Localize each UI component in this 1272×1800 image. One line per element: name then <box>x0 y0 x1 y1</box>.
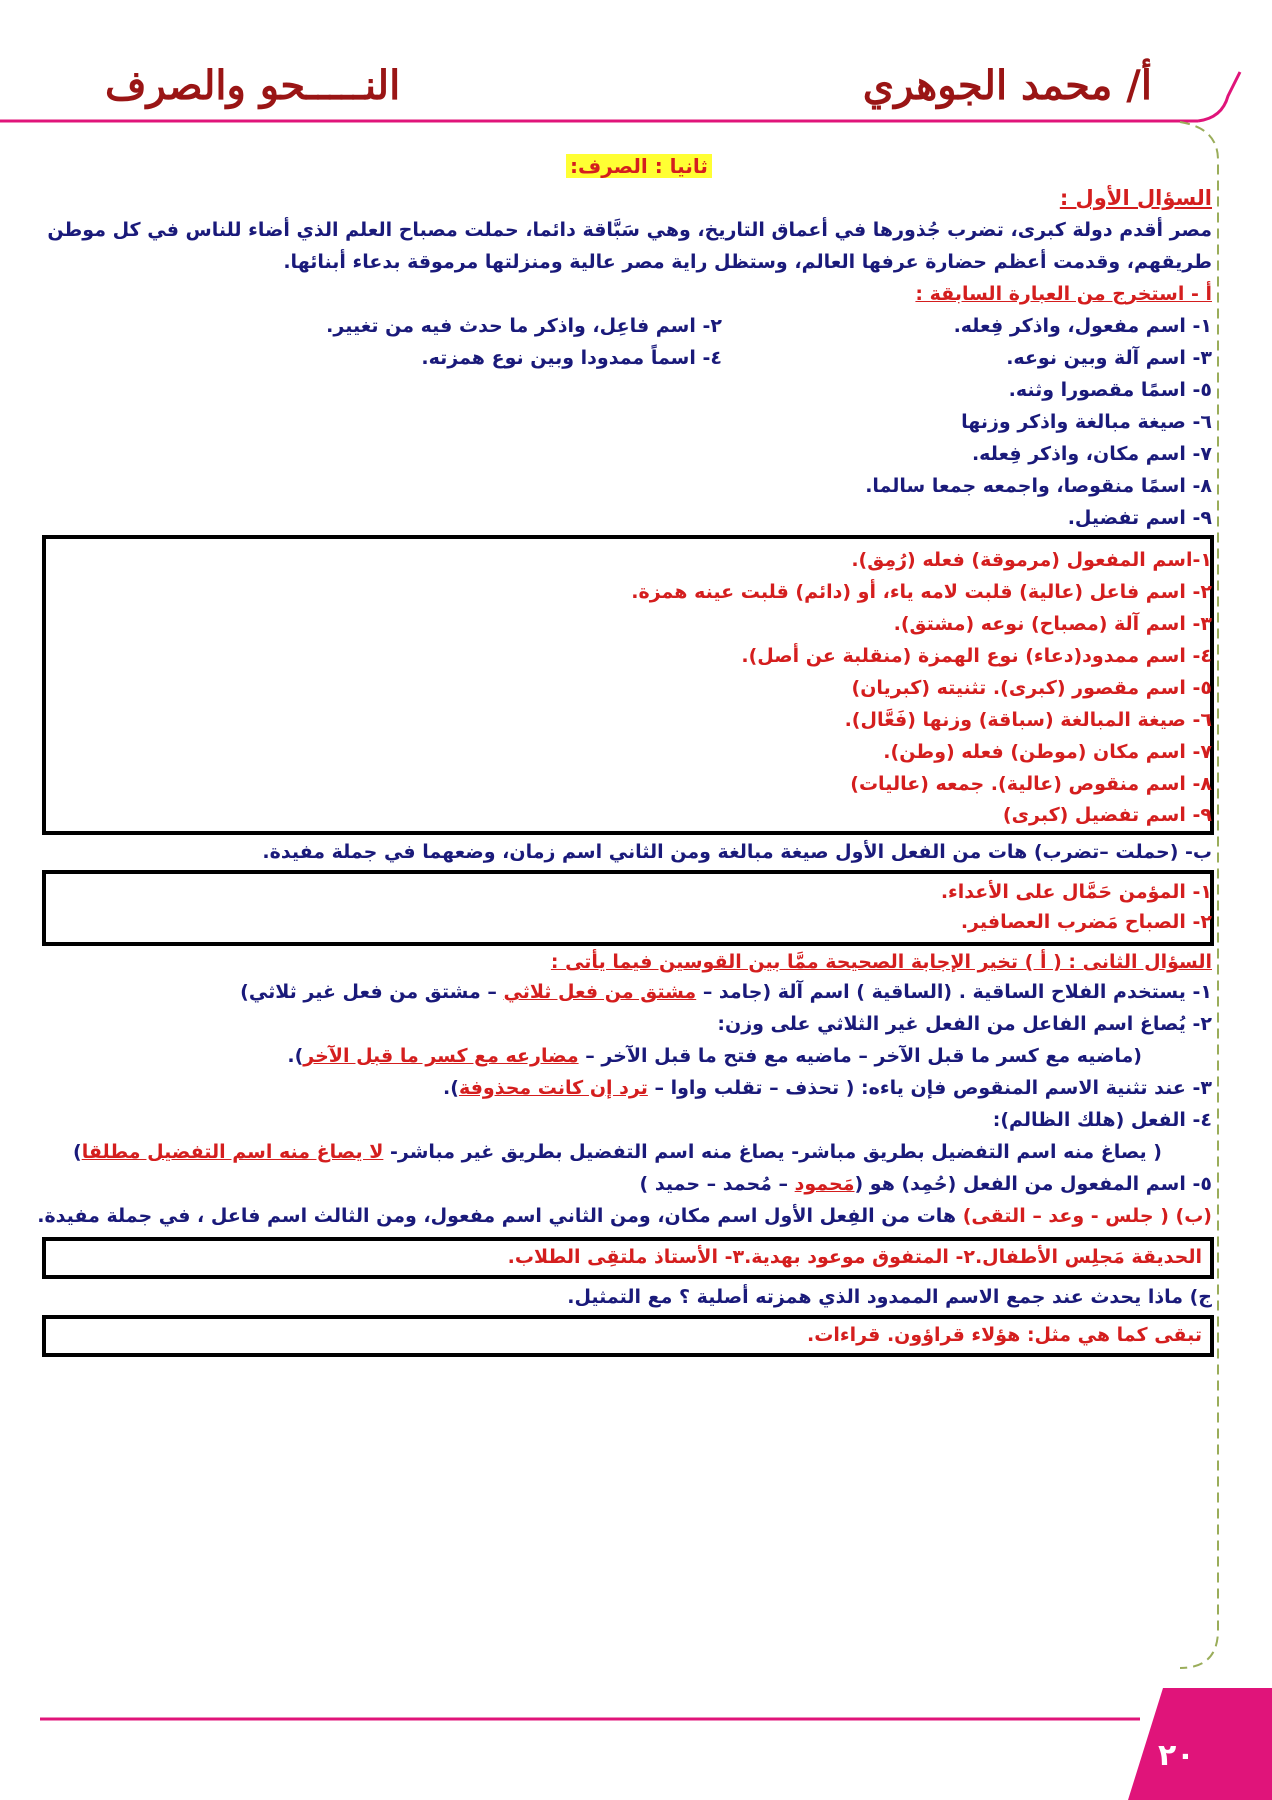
q1-item-8: ٨- اسمًا منقوصا، واجمعه جمعا سالما. <box>865 475 1212 497</box>
q2-line-3: (ماضيه مع كسر ما قبل الآخر – ماضيه مع فتح ما قبل الآخر – مضارعه مع كسر ما قبل الآخر). <box>287 1045 1142 1067</box>
q2-line-2: ٢- يُصاغ اسم الفاعل من الفعل غير الثلاثي على وزن: <box>717 1013 1212 1035</box>
q1-passage-line2: طريقهم، وقدمت أعظم حضارة عرفها العالم، وستظل راية مصر عالية ومنزلتها مرموقة بدعاء أبنائها. <box>283 251 1212 273</box>
q2-part-b: (ب) ( جلس - وعد – التقى) هات من الفِعل الأول اسم مكان، ومن الثاني اسم مفعول، ومن الثالث اسم فاعل ، في جملة مفيدة. <box>37 1205 1212 1227</box>
q2-line-1: ١- يستخدم الفلاح الساقية . (الساقية ) اسم آلة (جامد – مشتق من فعل ثلاثي – مشتق من فعل غير ثلاثي) <box>240 981 1212 1003</box>
page-number: ٢٠ <box>1158 1738 1195 1773</box>
q2-line-1-answer: مشتق من فعل ثلاثي <box>503 981 697 1003</box>
q2-part-c: ج) ماذا يحدث عند جمع الاسم الممدود الذي همزته أصلية ؟ مع التمثيل. <box>567 1286 1212 1308</box>
answer-a-6: ٦- صيغة المبالغة (سباقة) وزنها (فَعَّال). <box>844 709 1212 731</box>
q1-part-b: ب- (حملت –تضرب) هات من الفعل الأول صيغة مبالغة ومن الثاني اسم زمان، وضعهما في جملة مفيدة. <box>262 841 1212 863</box>
q1-part-a-title: أ - استخرج من العبارة السابقة : <box>915 283 1212 305</box>
q2-line-3-answer: مضارعه مع كسر ما قبل الآخر <box>303 1045 579 1067</box>
answer-q2-c: تبقى كما هي مثل: هؤلاء قراؤون. قراءات. <box>807 1324 1202 1346</box>
answer-a-1: ١-اسم المفعول (مرموقة) فعله (رُمِق). <box>851 549 1212 571</box>
q1-item-2: ٢- اسم فاعِل، واذكر ما حدث فيه من تغيير. <box>326 315 722 337</box>
author-name: أ/ محمد الجوهري <box>862 62 1152 109</box>
answer-b-1: ١- المؤمن حَمَّال على الأعداء. <box>940 881 1212 903</box>
q2-line-6-answer: لا يصاغ منه اسم التفضيل مطلقا <box>81 1141 384 1163</box>
answer-a-5: ٥- اسم مقصور (كبرى). تثنيته (كبريان) <box>851 677 1212 699</box>
answer-q2-b: الحديقة مَجلِس الأطفال.٢- المتفوق موعود بهدية.٣- الأستاذ ملتقِى الطلاب. <box>507 1246 1202 1268</box>
answer-a-7: ٧- اسم مكان (موطن) فعله (وطن). <box>883 741 1212 763</box>
answer-a-8: ٨- اسم منقوص (عالية). جمعه (عاليات) <box>850 773 1212 795</box>
q1-item-6: ٦- صيغة مبالغة واذكر وزنها <box>961 411 1212 433</box>
answer-a-2: ٢- اسم فاعل (عالية) قلبت لامه ياء، أو (دائم) قلبت عينه همزة. <box>631 581 1212 603</box>
q2-line-5: ٤- الفعل (هلك الظالم): <box>992 1109 1212 1131</box>
q1-item-3: ٣- اسم آلة وبين نوعه. <box>1006 347 1212 369</box>
answer-a-4: ٤- اسم ممدود(دعاء) نوع الهمزة (منقلبة عن أصل). <box>741 645 1212 667</box>
q2-line-4-answer: ترد إن كانت محذوفة <box>458 1077 648 1099</box>
answer-a-3: ٣- اسم آلة (مصباح) نوعه (مشتق). <box>893 613 1212 635</box>
q1-title: السؤال الأول : <box>1059 186 1212 210</box>
q1-item-5: ٥- اسمًا مقصورا وثنه. <box>1008 379 1212 401</box>
page-number-tab <box>1128 1688 1272 1800</box>
q2-title: السؤال الثانى : ( أ ) تخير الإجابة الصحيحة ممَّا بين القوسين فيما يأتى : <box>550 951 1212 973</box>
q2-line-7: ٥- اسم المفعول من الفعل (حُمِد) هو (مَحمود – مُحمد – حميد ) <box>639 1173 1212 1195</box>
q1-item-1: ١- اسم مفعول، واذكر فِعله. <box>953 315 1212 337</box>
q2-line-7-answer: مَحمود <box>794 1173 855 1195</box>
section-title: ثانيا : الصرف: <box>566 152 712 180</box>
q1-passage-line1: مصر أقدم دولة كبرى، تضرب جُذورها في أعماق التاريخ، وهي سَبَّاقة دائما، حملت مصباح العلم الذي أضاء للناس في كل موطن <box>47 219 1212 241</box>
answer-a-9: ٩- اسم تفضيل (كبرى) <box>1002 804 1212 826</box>
q1-item-9: ٩- اسم تفضيل. <box>1067 507 1212 529</box>
answer-b-2: ٢- الصباح مَضرب العصافير. <box>960 911 1212 933</box>
q2-line-4: ٣- عند تثنية الاسم المنقوص فإن ياءه: ( تحذف – تقلب واوا – ترد إن كانت محذوفة). <box>443 1077 1212 1099</box>
q1-item-7: ٧- اسم مكان، واذكر فِعله. <box>971 443 1212 465</box>
q1-item-4: ٤- اسماً ممدودا وبين نوع همزته. <box>421 347 722 369</box>
q2-line-6: ( يصاغ منه اسم التفضيل بطريق مباشر- يصاغ منه اسم التفضيل بطريق غير مباشر- لا يصاغ منه اسم التفضيل مطلقا) <box>73 1141 1162 1163</box>
subject-title: النـــــحو والصرف <box>105 62 401 109</box>
